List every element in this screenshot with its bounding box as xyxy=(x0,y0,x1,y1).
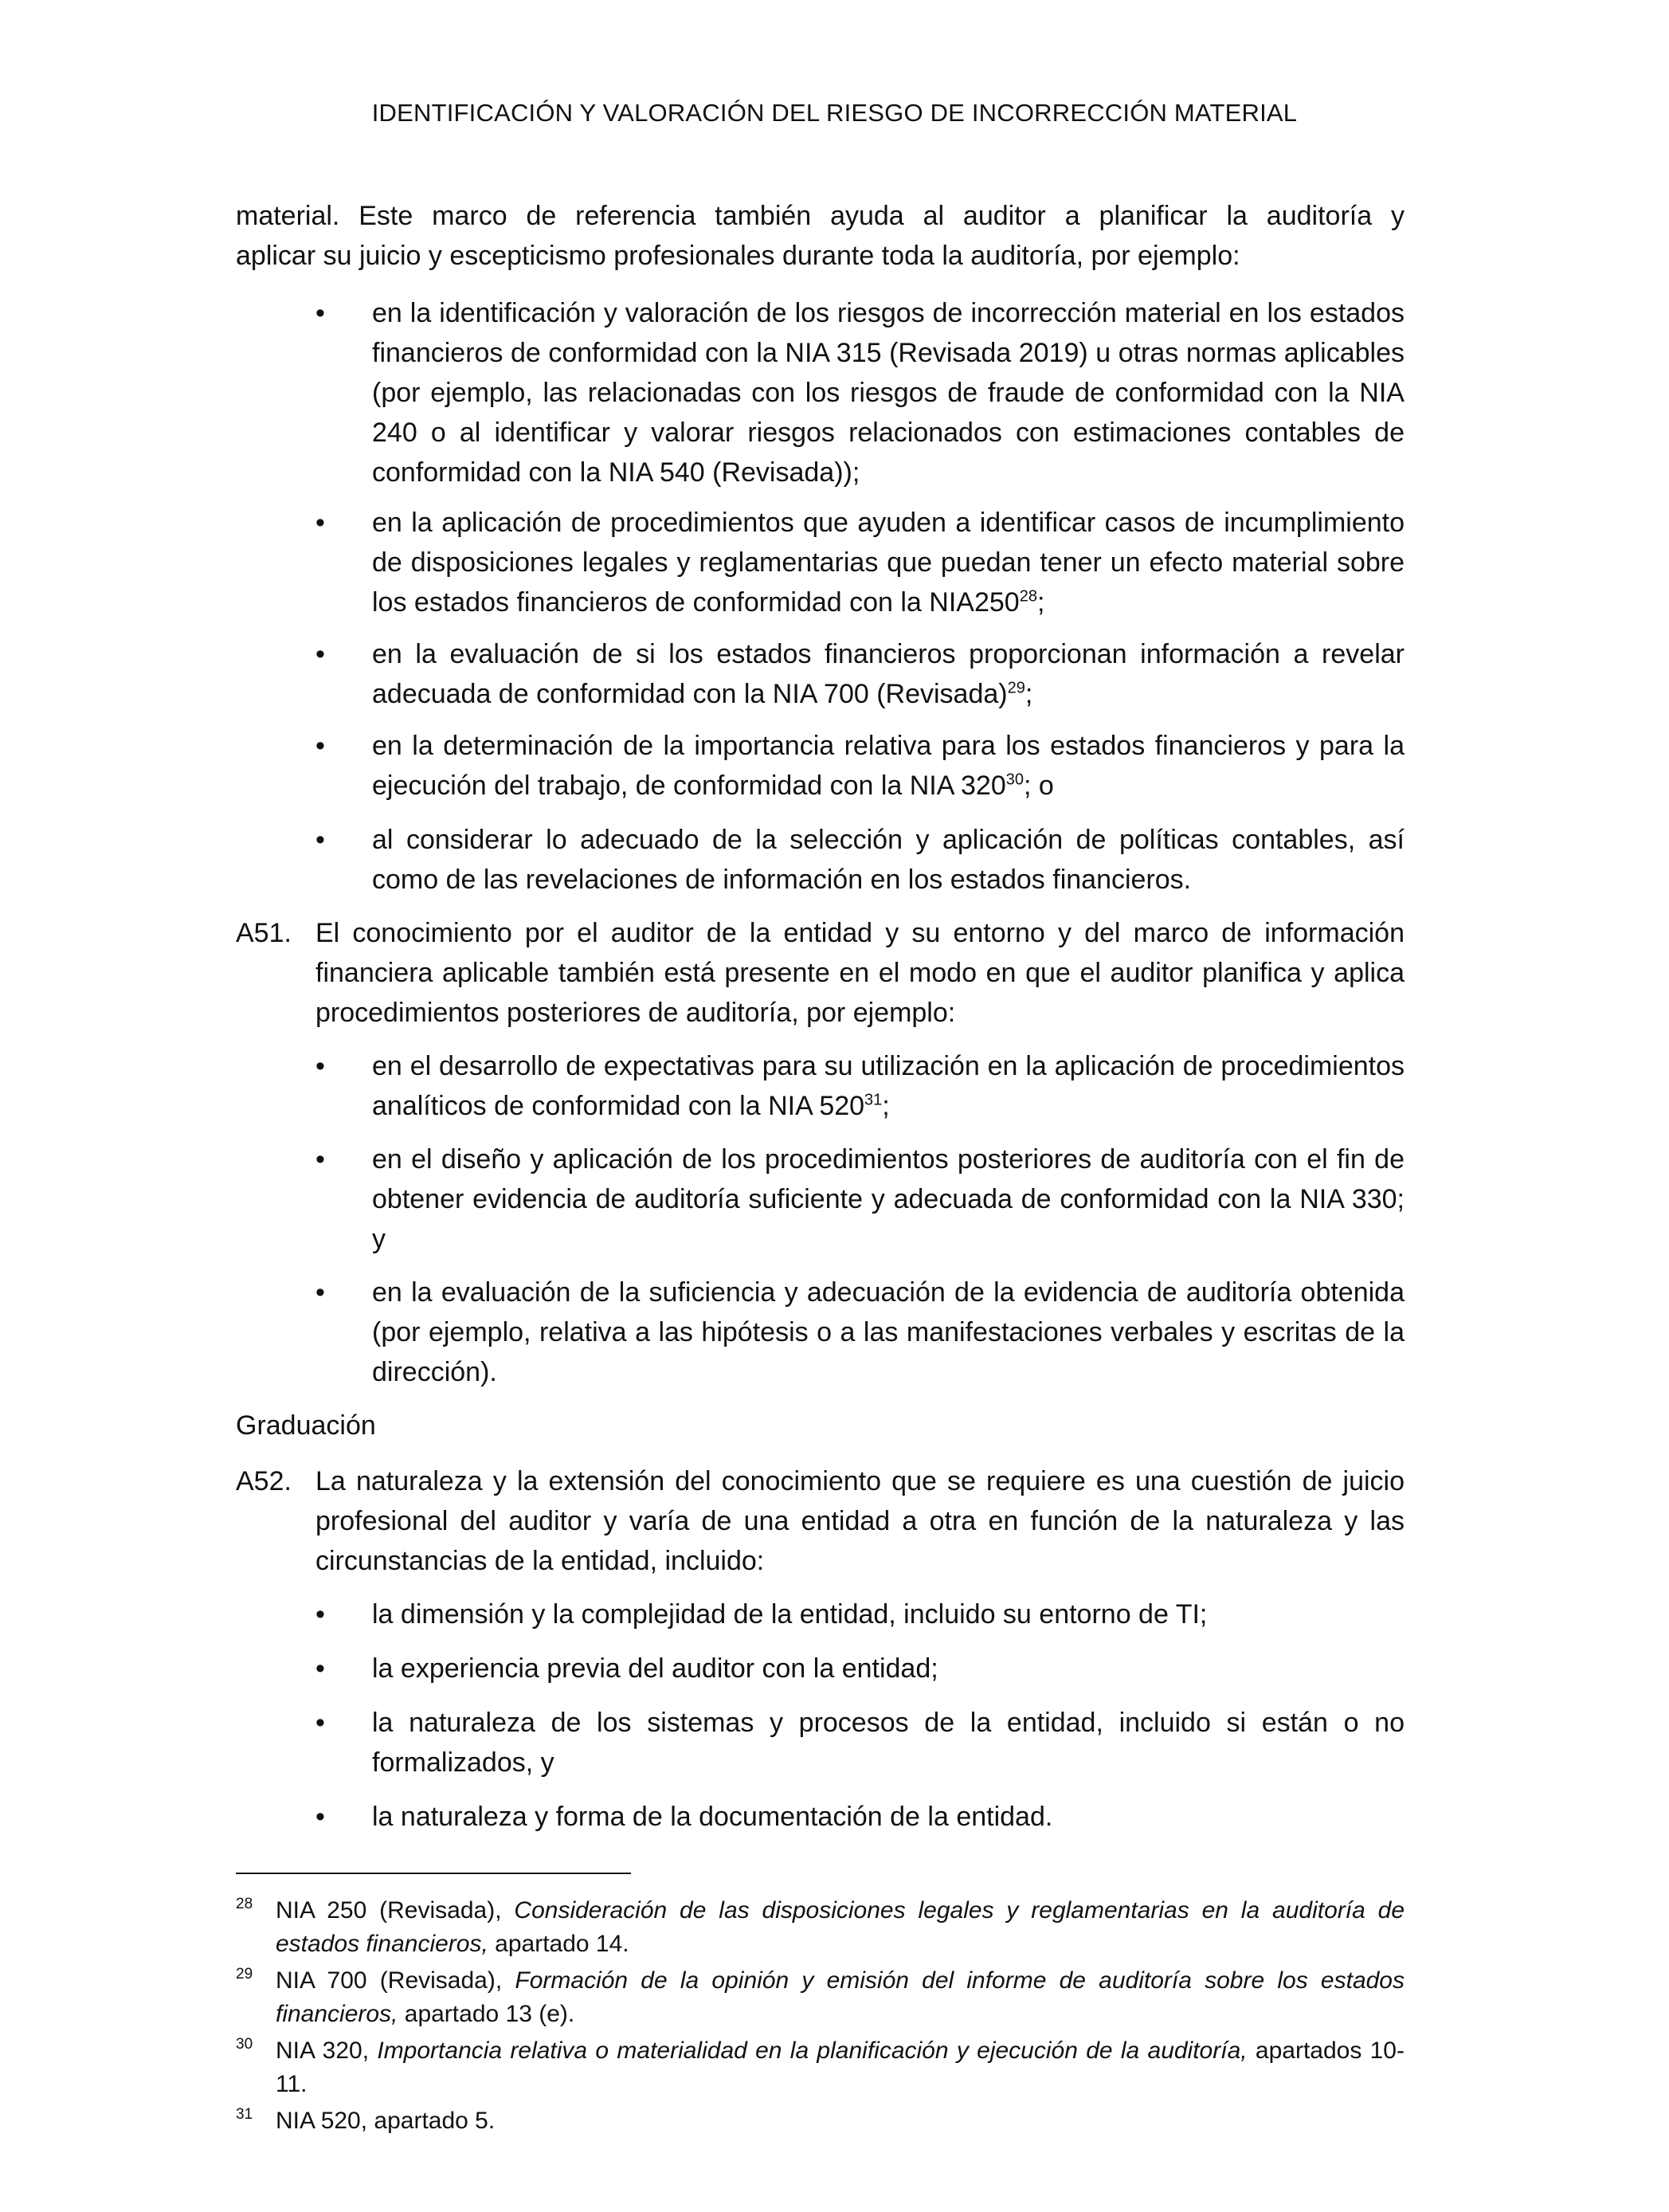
footnote-number: 28 xyxy=(236,1896,253,1912)
footnote-number: 29 xyxy=(236,1966,253,1983)
list-item-text: en la determinación de la importancia relativa para los estados financieros y para la ejecución del trabajo, de conformidad con la NIA $320^{30}$; o xyxy=(372,731,1405,801)
footnote-ref: 31 xyxy=(864,1091,883,1109)
paragraph-number: A52. xyxy=(236,1466,292,1496)
list-item-text: en la identificación y valoración de los riesgos de incorrección material en los estados financieros de conformidad con la NIA 315 (Revisada 2019) u otras normas aplicables (por ejemplo, las relacionadas con los riesgos de fraude de conformidad con la NIA 240 o al identificar y valorar riesgos relacionados con estimaciones contables de conformidad con la NIA 540 (Revisada)); xyxy=(372,298,1405,488)
bullet-marker: • xyxy=(315,825,325,855)
bullet-marker: • xyxy=(315,1144,325,1175)
footnote-text: NIA 520, apartado 5. xyxy=(276,2108,496,2134)
bullet-marker: • xyxy=(315,1708,325,1738)
bullet-marker: • xyxy=(315,1051,325,1081)
footnote-text: NIA 250 (Revisada), Consideración de las disposiciones legales y reglamentarias en la auditoría de estados financieros, apartado 14. xyxy=(276,1897,1405,1957)
bullet-marker: • xyxy=(315,1653,325,1684)
section-heading: Graduación xyxy=(236,1410,376,1441)
paragraph-number: A51. xyxy=(236,918,292,948)
footnote-number: 30 xyxy=(236,2036,253,2053)
bullet-marker: • xyxy=(315,508,325,538)
running-header: IDENTIFICACIÓN Y VALORACIÓN DEL RIESGO DE INCORRECCIÓN MATERIAL xyxy=(371,99,1298,127)
bullet-marker: • xyxy=(315,1802,325,1832)
bullet-marker: • xyxy=(315,1599,325,1630)
list-item-text: la naturaleza y forma de la documentación de la entidad. xyxy=(372,1802,1053,1832)
footnote-text: NIA 320, Importancia relativa o materialidad en la planificación y ejecución de la auditoría, apartados 10-11. xyxy=(276,2037,1405,2097)
paragraph-a52: La naturaleza y la extensión del conocimiento que se requiere es una cuestión de juicio profesional del auditor y varía de una entidad a otra en función de la naturaleza y las circunstancias de la entidad, incluido: xyxy=(315,1466,1405,1576)
list-item-text: la dimensión y la complejidad de la entidad, incluido su entorno de TI; xyxy=(372,1599,1208,1630)
list-item-text: en la evaluación de si los estados financieros proporcionan información a revelar adecuada de conformidad con la NIA 700 (Revisada)$^{29}$; xyxy=(372,639,1405,709)
footnote-ref: 29 xyxy=(1007,679,1025,697)
footnote-number: 31 xyxy=(236,2106,253,2123)
footnote-text: NIA 700 (Revisada), Formación de la opinión y emisión del informe de auditoría sobre los estados financieros, apartado 13 (e). xyxy=(276,1967,1405,2027)
list-item-text: la naturaleza de los sistemas y procesos de la entidad, incluido si están o no formalizados, y xyxy=(372,1708,1405,1778)
intro-line-2: aplicar su juicio y escepticismo profesionales durante toda la auditoría, por ejemplo: xyxy=(236,241,1240,271)
list-item-text: en el desarrollo de expectativas para su utilización en la aplicación de procedimientos analíticos de conformidad con la NIA $520^{31}$; xyxy=(372,1051,1405,1121)
paragraph-a51: El conocimiento por el auditor de la entidad y su entorno y del marco de información financiera aplicable también está presente en el modo en que el auditor planifica y aplica procedimientos posteriores de auditoría, por ejemplo: xyxy=(315,918,1405,1028)
footnote-ref: 30 xyxy=(1005,771,1024,789)
list-item-text: en el diseño y aplicación de los procedimientos posteriores de auditoría con el fin de obtener evidencia de auditoría suficiente y adecuada de conformidad con la NIA 330; y xyxy=(372,1144,1405,1254)
list-item-text: en la aplicación de procedimientos que ayuden a identificar casos de incumplimiento de disposiciones legales y reglamentarias que puedan tener un efecto material sobre los estados financieros de conformidad con la $NIA250^{28}$; xyxy=(372,508,1405,618)
list-item-text: en la evaluación de la suficiencia y adecuación de la evidencia de auditoría obtenida (por ejemplo, relativa a las hipótesis o a las manifestaciones verbales y escritas de la dirección). xyxy=(372,1277,1405,1387)
footnote-ref: 28 xyxy=(1019,587,1037,606)
bullet-marker: • xyxy=(315,298,325,328)
bullet-marker: • xyxy=(315,639,325,669)
list-item-text: la experiencia previa del auditor con la entidad; xyxy=(372,1653,938,1684)
bullet-marker: • xyxy=(315,731,325,761)
footnote-separator xyxy=(236,1873,631,1874)
list-item-text: al considerar lo adecuado de la selección y aplicación de políticas contables, así como de las revelaciones de información en los estados financieros. xyxy=(372,825,1405,895)
intro-paragraph xyxy=(236,196,1405,276)
bullet-marker: • xyxy=(315,1277,325,1308)
intro-line-1: material. Este marco de referencia también ayuda al auditor a planificar la auditoría y xyxy=(236,201,1405,231)
